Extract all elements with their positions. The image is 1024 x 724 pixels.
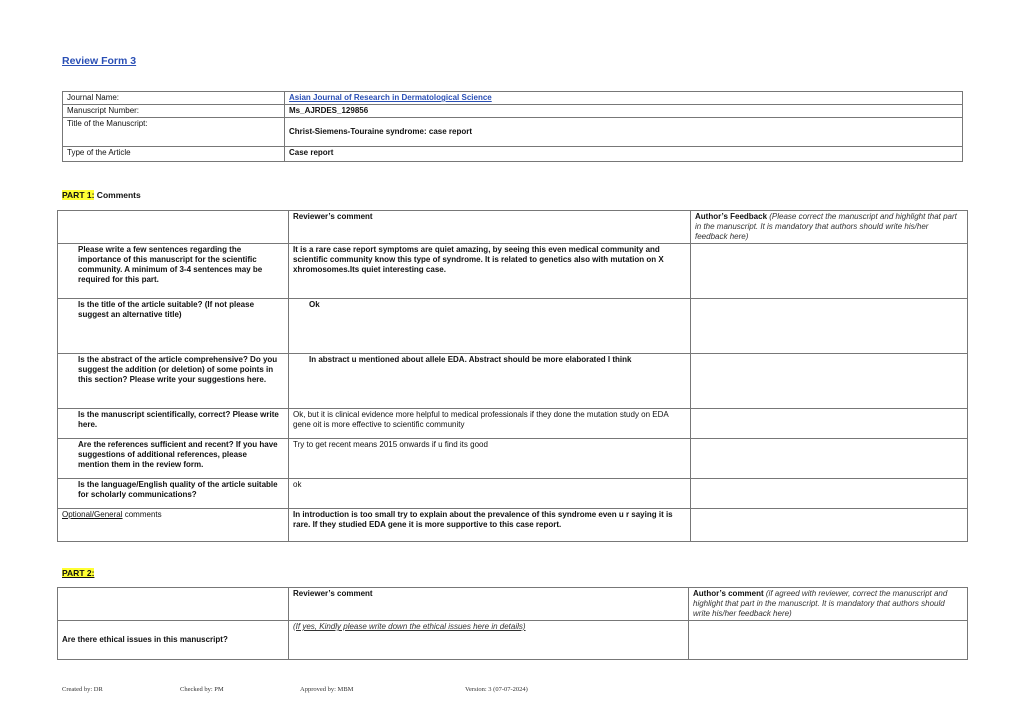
type-label: Type of the Article <box>63 147 285 162</box>
question: Is the language/English quality of the article suitable for scholarly communications? <box>58 479 289 509</box>
article-type: Case report <box>285 147 963 162</box>
reviewer-comment: Ok <box>289 299 691 354</box>
manuscript-number: Ms_AJRDES_129856 <box>285 105 963 118</box>
part1-label: PART 1: <box>62 190 95 200</box>
reviewer-comment-header: Reviewer’s comment <box>289 211 691 244</box>
question: Is the manuscript scientifically, correct? Please write here. <box>58 409 289 439</box>
ethics-answer: (If yes, Kindly please write down the ethical issues here in details) <box>289 621 689 660</box>
author-feedback-header: Author’s Feedback (Please correct the manuscript and highlight that part in the manuscript. It is mandatory that authors should write his/her feedback here) <box>691 211 968 244</box>
footer-approved: Approved by: MBM <box>300 686 354 693</box>
author-feedback-cell[interactable] <box>691 479 968 509</box>
manuscript-title: Christ-Siemens-Touraine syndrome: case report <box>285 118 963 147</box>
author-feedback-cell[interactable] <box>691 509 968 542</box>
question: Please write a few sentences regarding the importance of this manuscript for the scientific community. A minimum of 3-4 sentences may be required for this part. <box>58 244 289 299</box>
ethics-question: Are there ethical issues in this manuscript? <box>58 621 289 660</box>
number-label: Manuscript Number: <box>63 105 285 118</box>
journal-link[interactable]: Asian Journal of Research in Dermatological Science <box>289 93 492 102</box>
reviewer-comment: Ok, but it is clinical evidence more helpful to medical professionals if they done the mutation study on EDA gene oit is more effective to scientific community <box>289 409 691 439</box>
reviewer-comment: Try to get recent means 2015 onwards if u find its good <box>289 439 691 479</box>
part2-label: PART 2: <box>62 568 95 578</box>
reviewer-comment: It is a rare case report symptoms are quiet amazing, by seeing this even medical community and scientific community know this type of syndrome. It is related to genetics also with mutation on X xhromosomes.Its quiet interesting case. <box>289 244 691 299</box>
author-feedback-cell[interactable] <box>691 354 968 409</box>
reviewer-comment: ok <box>289 479 691 509</box>
author-comment-cell[interactable] <box>689 621 968 660</box>
question: Is the title of the article suitable? (If not please suggest an alternative title) <box>58 299 289 354</box>
optional-comment: In introduction is too small try to explain about the prevalence of this syndrome even u r saying it is rare. If they studied EDA gene it is more supportive to this case report. <box>289 509 691 542</box>
author-feedback-cell[interactable] <box>691 439 968 479</box>
reviewer-comment-header: Reviewer’s comment <box>289 588 689 621</box>
part2-heading <box>62 568 94 578</box>
part1-comments-table <box>57 210 968 542</box>
manuscript-info-table <box>62 91 963 162</box>
question: Is the abstract of the article comprehensive? Do you suggest the addition (or deletion) of some points in this section? Please write your suggestions here. <box>58 354 289 409</box>
author-comment-header: Author’s comment (if agreed with reviewer, correct the manuscript and highlight that part in the manuscript. It is mandatory that authors should write his/her feedback here) <box>689 588 968 621</box>
reviewer-comment: In abstract u mentioned about allele EDA. Abstract should be more elaborated I think <box>289 354 691 409</box>
footer-checked: Checked by: PM <box>180 686 224 693</box>
journal-label: Journal Name: <box>63 92 285 105</box>
author-feedback-cell[interactable] <box>691 299 968 354</box>
footer-version: Version: 3 (07-07-2024) <box>465 686 528 693</box>
title-label: Title of the Manuscript: <box>63 118 285 147</box>
optional-comments-label: Optional/General comments <box>58 509 289 542</box>
question: Are the references sufficient and recent? If you have suggestions of additional references, please mention them in the review form. <box>58 439 289 479</box>
part1-heading <box>62 190 141 200</box>
part1-suffix: Comments <box>94 190 141 200</box>
author-feedback-cell[interactable] <box>691 244 968 299</box>
part2-ethics-table <box>57 587 968 660</box>
author-feedback-cell[interactable] <box>691 409 968 439</box>
footer-created: Created by: DR <box>62 686 103 693</box>
form-title: Review Form 3 <box>62 55 137 67</box>
